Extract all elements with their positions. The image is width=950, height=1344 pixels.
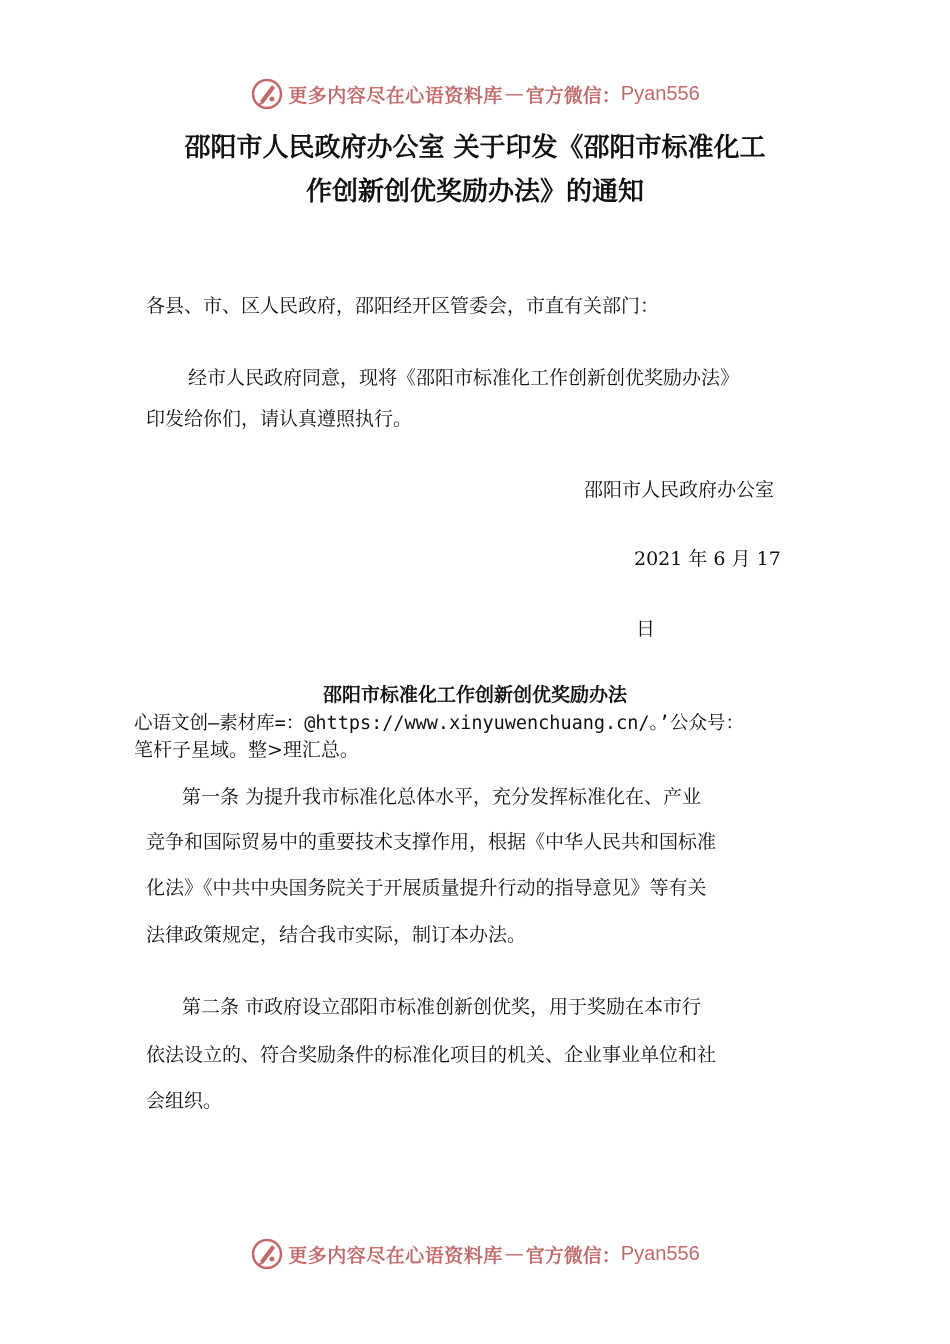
source-note-line1: 心语文创—素材库=：@https://www.xinyuwenchuang.cn/。’公众号： [134, 713, 744, 734]
footer-banner [0, 1232, 950, 1276]
date-line1: 2021 年 6 月 17 [634, 548, 781, 570]
date-line2: 日 [636, 618, 656, 640]
pen-nib-logo-icon [250, 77, 284, 111]
salutation: 各县、市、区人民政府，邵阳经开区管委会，市直有关部门： [146, 295, 660, 317]
banner-wechat-label: 官方微信： [525, 84, 621, 107]
banner-wechat-label: 官方微信： [525, 1244, 621, 1267]
banner-text: 更多内容尽在心语资料库 [288, 1244, 503, 1267]
article1-line: 竞争和国际贸易中的重要技术支撑作用，根据《中华人民共和国标准 [146, 831, 717, 853]
article2-line: 第二条 市政府设立邵阳市标准创新创优奖，用于奖励在本市行 [182, 996, 702, 1018]
banner-separator: — [504, 83, 524, 105]
banner-text: 更多内容尽在心语资料库 [288, 84, 503, 107]
notice-title-line2: 作创新创优奖励办法》的通知 [305, 177, 644, 207]
article1-line: 第一条 为提升我市标准化总体水平，充分发挥标准化在、产业 [182, 786, 702, 808]
header-banner [0, 72, 950, 116]
article1-line: 法律政策规定，结合我市实际，制订本办法。 [146, 924, 527, 946]
article2-line: 会组织。 [146, 1090, 223, 1112]
pen-nib-logo-icon [250, 1237, 284, 1271]
banner-account: Pyan556 [620, 1242, 700, 1265]
notice-title-line1: 邵阳市人民政府办公室 关于印发《邵阳市标准化工 [184, 133, 766, 163]
article2-line: 依法设立的、符合奖励条件的标准化项目的机关、企业事业单位和社 [146, 1044, 717, 1066]
measures-title: 邵阳市标准化工作创新创优奖励办法 [322, 684, 627, 706]
banner-account: Pyan556 [620, 82, 700, 105]
body-line1: 经市人民政府同意，现将《邵阳市标准化工作创新创优奖励办法》 [188, 367, 740, 389]
article1-line: 化法》《中共中央国务院关于开展质量提升行动的指导意见》等有关 [146, 877, 707, 899]
banner-separator: — [504, 1243, 524, 1265]
signature: 邵阳市人民政府办公室 [584, 479, 775, 501]
body-line2: 印发给你们，请认真遵照执行。 [146, 408, 413, 430]
source-note-line2: 笔杆子星域。整>理汇总。 [134, 739, 359, 761]
